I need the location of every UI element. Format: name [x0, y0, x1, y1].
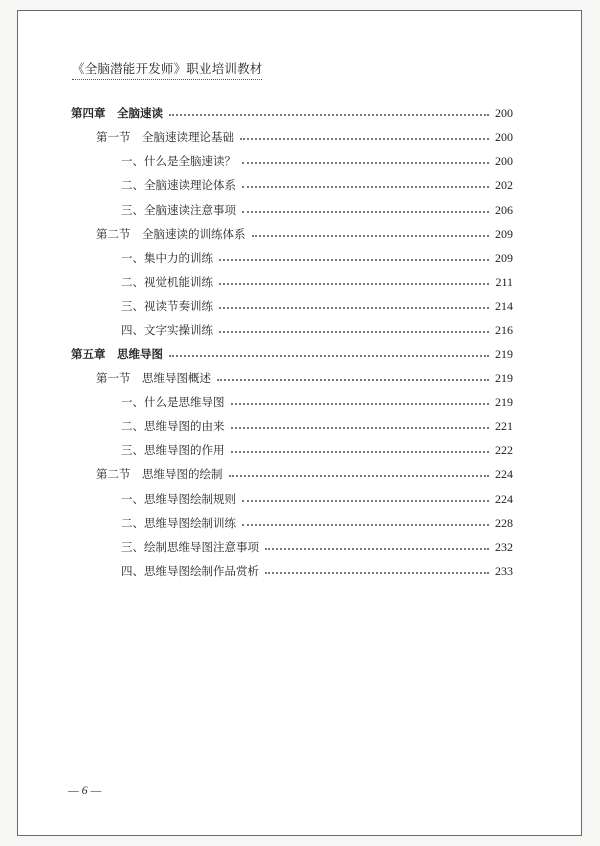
toc-entry-title: 第二节 思维导图的绘制 [96, 467, 223, 481]
toc-leader-dots [219, 283, 489, 285]
toc-leader-dots [217, 379, 489, 381]
toc-item-row[interactable] [121, 537, 513, 557]
toc-entry-page: 206 [495, 203, 513, 217]
toc-entry-title: 二、视觉机能训练 [121, 275, 213, 289]
toc-leader-dots [242, 162, 489, 164]
toc-item-row[interactable] [121, 440, 513, 460]
toc-entry-page: 200 [495, 106, 513, 120]
toc-section-row[interactable] [96, 368, 513, 388]
toc-section-row[interactable] [96, 224, 513, 244]
toc-entry-title: 一、集中力的训练 [121, 251, 213, 265]
toc-entry-title: 三、全脑速读注意事项 [121, 203, 236, 217]
toc-leader-dots [240, 138, 489, 140]
toc-chapter-row[interactable] [71, 103, 513, 123]
toc-item-row[interactable] [121, 561, 513, 581]
toc-item-row[interactable] [121, 248, 513, 268]
toc-item-row[interactable] [121, 489, 513, 509]
toc-item-row[interactable] [121, 296, 513, 316]
toc-item-row[interactable] [121, 151, 513, 171]
toc-entry-page: 222 [495, 443, 513, 457]
toc-entry-page: 200 [495, 154, 513, 168]
toc-entry-title: 第一节 思维导图概述 [96, 371, 211, 385]
toc-entry-title: 一、思维导图绘制规则 [121, 492, 236, 506]
toc-entry-page: 224 [495, 467, 513, 481]
toc-entry-title: 四、文字实操训练 [121, 323, 213, 337]
toc-entry-title: 第二节 全脑速读的训练体系 [96, 227, 246, 241]
toc-item-row[interactable] [121, 513, 513, 533]
page-number: — 6 — [68, 783, 102, 797]
toc-leader-dots [231, 451, 490, 453]
toc-entry-page: 219 [495, 371, 513, 385]
toc-section-row[interactable] [96, 127, 513, 147]
toc-leader-dots [242, 211, 489, 213]
toc-entry-title: 二、思维导图绘制训练 [121, 516, 236, 530]
toc-entry-title: 第五章 思维导图 [71, 347, 163, 361]
toc-entry-page: 228 [495, 516, 513, 530]
toc-entry-title: 三、视读节奏训练 [121, 299, 213, 313]
toc-entry-title: 第一节 全脑速读理论基础 [96, 130, 234, 144]
toc-entry-title: 第四章 全脑速读 [71, 106, 163, 120]
toc-leader-dots [242, 500, 489, 502]
toc-leader-dots [265, 548, 489, 550]
toc-leader-dots [242, 186, 489, 188]
toc-entry-page: 209 [495, 251, 513, 265]
toc-leader-dots [231, 427, 490, 429]
toc-entry-page: 214 [495, 299, 513, 313]
toc-item-row[interactable] [121, 200, 513, 220]
toc-item-row[interactable] [121, 175, 513, 195]
toc-leader-dots [265, 572, 489, 574]
toc-leader-dots [231, 403, 490, 405]
toc-section-row[interactable] [96, 464, 513, 484]
toc-item-row[interactable] [121, 416, 513, 436]
book-page [17, 10, 582, 836]
toc-entry-title: 二、思维导图的由来 [121, 419, 225, 433]
toc-entry-title: 一、什么是全脑速读？ [121, 154, 236, 168]
toc-entry-page: 216 [495, 323, 513, 337]
toc-entry-page: 219 [495, 347, 513, 361]
toc-leader-dots [242, 524, 489, 526]
toc-item-row[interactable] [121, 320, 513, 340]
toc-entry-page: 221 [495, 419, 513, 433]
toc-entry-page: 224 [495, 492, 513, 506]
toc-entry-page: 211 [495, 275, 513, 289]
toc-leader-dots [169, 355, 489, 357]
toc-entry-page: 232 [495, 540, 513, 554]
toc-item-row[interactable] [121, 272, 513, 292]
toc-entry-title: 二、全脑速读理论体系 [121, 178, 236, 192]
toc-entry-page: 202 [495, 178, 513, 192]
toc-leader-dots [229, 475, 490, 477]
toc-leader-dots [169, 114, 489, 116]
header-dotted-rule [72, 79, 262, 80]
toc-entry-page: 209 [495, 227, 513, 241]
toc-chapter-row[interactable] [71, 344, 513, 364]
toc-entry-title: 一、什么是思维导图 [121, 395, 225, 409]
toc-leader-dots [219, 307, 489, 309]
toc-leader-dots [219, 331, 489, 333]
toc-item-row[interactable] [121, 392, 513, 412]
toc-entry-page: 219 [495, 395, 513, 409]
toc-entry-page: 233 [495, 564, 513, 578]
toc-entry-title: 三、思维导图的作用 [121, 443, 225, 457]
running-header-title: 《全脑潜能开发师》职业培训教材 [72, 61, 263, 76]
toc-entry-page: 200 [495, 130, 513, 144]
toc-leader-dots [219, 259, 489, 261]
toc-entry-title: 三、绘制思维导图注意事项 [121, 540, 259, 554]
toc-leader-dots [252, 235, 490, 237]
toc-entry-title: 四、思维导图绘制作品赏析 [121, 564, 259, 578]
